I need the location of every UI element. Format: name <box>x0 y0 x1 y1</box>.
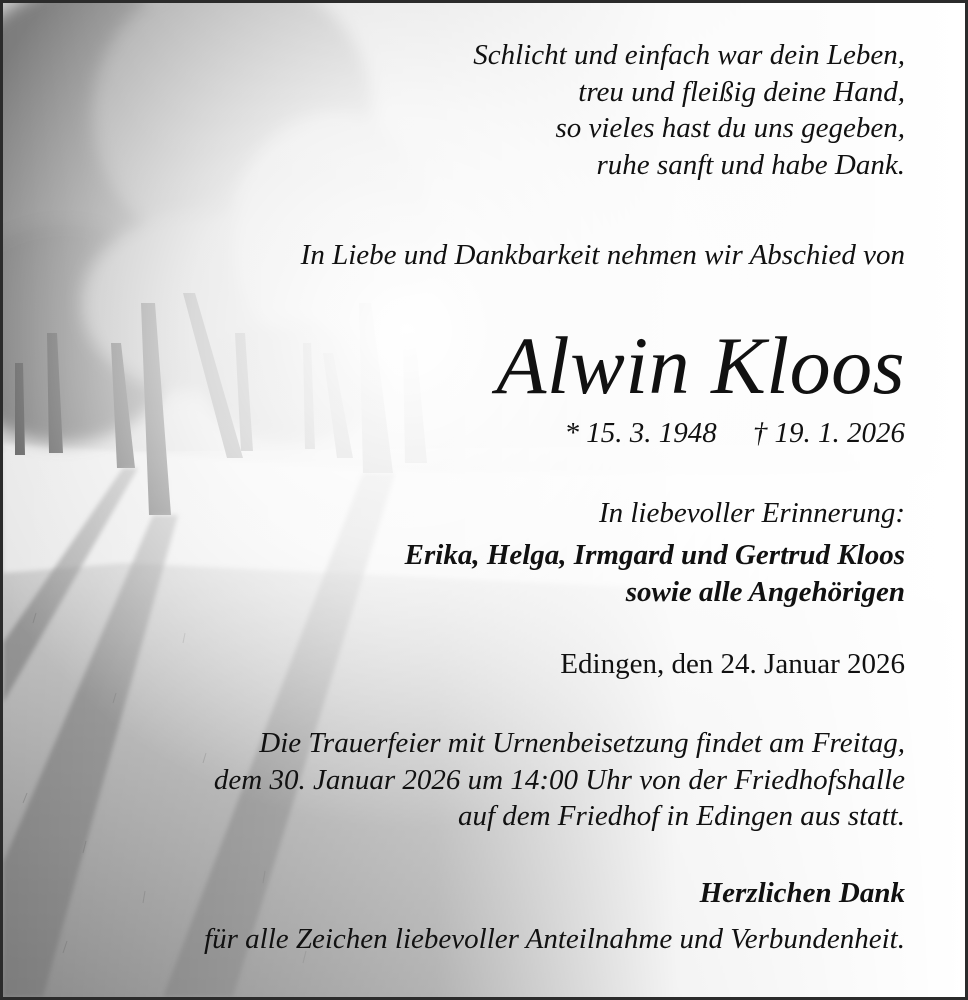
deceased-name: Alwin Kloos <box>496 320 905 411</box>
verse <box>473 37 905 183</box>
thanks-text: für alle Zeichen liebevoller Anteilnahme und Verbundenheit. <box>204 923 905 955</box>
mourners-line: sowie alle Angehörigen <box>625 575 905 608</box>
memory-heading: In liebevoller Erinnerung: <box>598 497 905 529</box>
verse-line: ruhe sanft und habe Dank. <box>596 148 905 181</box>
ceremony-line: dem 30. Januar 2026 um 14:00 Uhr von der Friedhofshalle <box>213 763 905 796</box>
birth-date: * 15. 3. 1948 <box>564 417 717 449</box>
verse-line: Schlicht und einfach war dein Leben, <box>473 39 905 71</box>
life-dates <box>565 415 906 452</box>
mourners-line: Erika, Helga, Irmgard und Gertrud Kloos <box>404 539 905 571</box>
ceremony-line: Die Trauerfeier mit Urnenbeisetzung findet am Freitag, <box>259 727 905 759</box>
thanks-heading: Herzlichen Dank <box>699 877 905 909</box>
ceremony-info <box>214 725 905 835</box>
place-and-date: Edingen, den 24. Januar 2026 <box>560 648 905 680</box>
verse-line: treu und fleißig deine Hand, <box>578 75 905 108</box>
mourners <box>405 537 905 610</box>
verse-line: so vieles hast du uns gegeben, <box>555 112 905 145</box>
farewell-intro: In Liebe und Dankbarkeit nehmen wir Abschied von <box>300 239 905 271</box>
ceremony-line: auf dem Friedhof in Edingen aus statt. <box>457 800 905 833</box>
death-date: † 19. 1. 2026 <box>752 417 905 449</box>
